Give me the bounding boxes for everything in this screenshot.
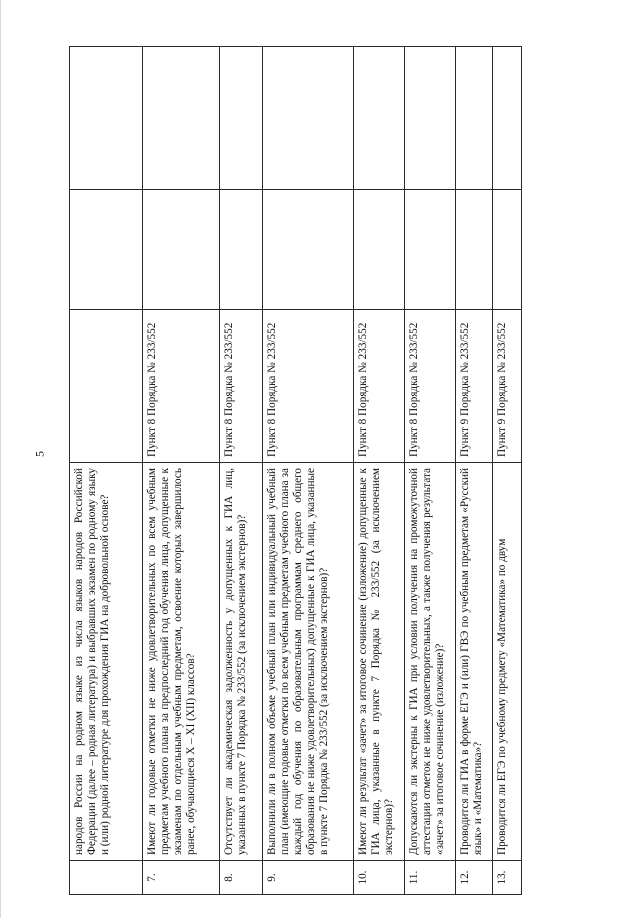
table-row [263, 47, 354, 895]
empty-cell [220, 47, 263, 190]
table-row [70, 47, 143, 895]
table-row [405, 47, 456, 895]
question-cell: Имеют ли результат «зачет» за итоговое сочинение (изложение) допущенные к ГИА лица, указанные в пункте 7 Порядка № 233/552 (за исключением экстернов)? [354, 463, 405, 861]
empty-cell [143, 47, 220, 190]
row-number [70, 861, 143, 895]
question-cell: Проводится ли ЕГЭ по учебному предмету «Математика» по двум [493, 463, 522, 861]
empty-cell [263, 47, 354, 190]
empty-cell [354, 190, 405, 310]
empty-cell [456, 190, 493, 310]
table-row [493, 47, 522, 895]
row-number: 9. [263, 861, 354, 895]
reference-cell: Пункт 8 Порядка № 233/552 [143, 310, 220, 463]
empty-cell [70, 190, 143, 310]
empty-cell [493, 190, 522, 310]
question-cell: Имеют ли годовые отметки не ниже удовлетворительных по всем учебным предметам учебного плана за предпоследний год обучения лица, допущенные к экзаменам по отдельным учебным предметам, освоение которых завершилось ранее, обучающиеся X – XI (XII) классов? [143, 463, 220, 861]
question-cell: Допускаются ли экстерны к ГИА при условии получения на промежуточной аттестации отметок не ниже удовлетворительных, а также получения результата «зачет» за итоговое сочинение (изложение)? [405, 463, 456, 861]
table-row [456, 47, 493, 895]
table-row [354, 47, 405, 895]
empty-cell [70, 47, 143, 190]
reference-cell [70, 310, 143, 463]
reference-cell: Пункт 9 Порядка № 233/552 [493, 310, 522, 463]
row-number: 13. [493, 861, 522, 895]
table-row [143, 47, 220, 895]
empty-cell [405, 190, 456, 310]
question-cell: Выполнили ли в полном объеме учебный план или индивидуальный учебный план (имеющие годовые отметки по всем учебным предметам учебного плана за каждый год обучения по образовательным программам среднего общего образования не ниже удовлетворительных) допущенные к ГИА лица, указанные в пункте 7 Порядка № 233/552 (за исключением экстернов)? [263, 463, 354, 861]
reference-cell: Пункт 9 Порядка № 233/552 [456, 310, 493, 463]
question-cell: Отсутствует ли академическая задолженность у допущенных к ГИА лиц, указанных в пункте 7 Порядка № 233/552 (за исключением экстернов)? [220, 463, 263, 861]
empty-cell [456, 47, 493, 190]
empty-cell [263, 190, 354, 310]
row-number: 10. [354, 861, 405, 895]
row-number: 8. [220, 861, 263, 895]
reference-cell: Пункт 8 Порядка № 233/552 [220, 310, 263, 463]
row-number: 12. [456, 861, 493, 895]
row-number: 11. [405, 861, 456, 895]
empty-cell [405, 47, 456, 190]
checklist-table [69, 46, 522, 895]
table-row [220, 47, 263, 895]
question-cell: Проводится ли ГИА в форме ЕГЭ и (или) ГВЭ по учебным предметам «Русский язык» и «Математика»? [456, 463, 493, 861]
empty-cell [143, 190, 220, 310]
empty-cell [354, 47, 405, 190]
row-number: 7. [143, 861, 220, 895]
reference-cell: Пункт 8 Порядка № 233/552 [405, 310, 456, 463]
empty-cell [493, 47, 522, 190]
empty-cell [220, 190, 263, 310]
page-number: 5 [32, 451, 47, 457]
reference-cell: Пункт 8 Порядка № 233/552 [354, 310, 405, 463]
reference-cell: Пункт 8 Порядка № 233/552 [263, 310, 354, 463]
question-cell: народов России на родном языке из числа языков народов Российской Федерации (далее – родная литература) и выбравших экзамен по родному языку и (или) родной литературе для прохождения ГИА на добровольной основе? [70, 463, 143, 861]
